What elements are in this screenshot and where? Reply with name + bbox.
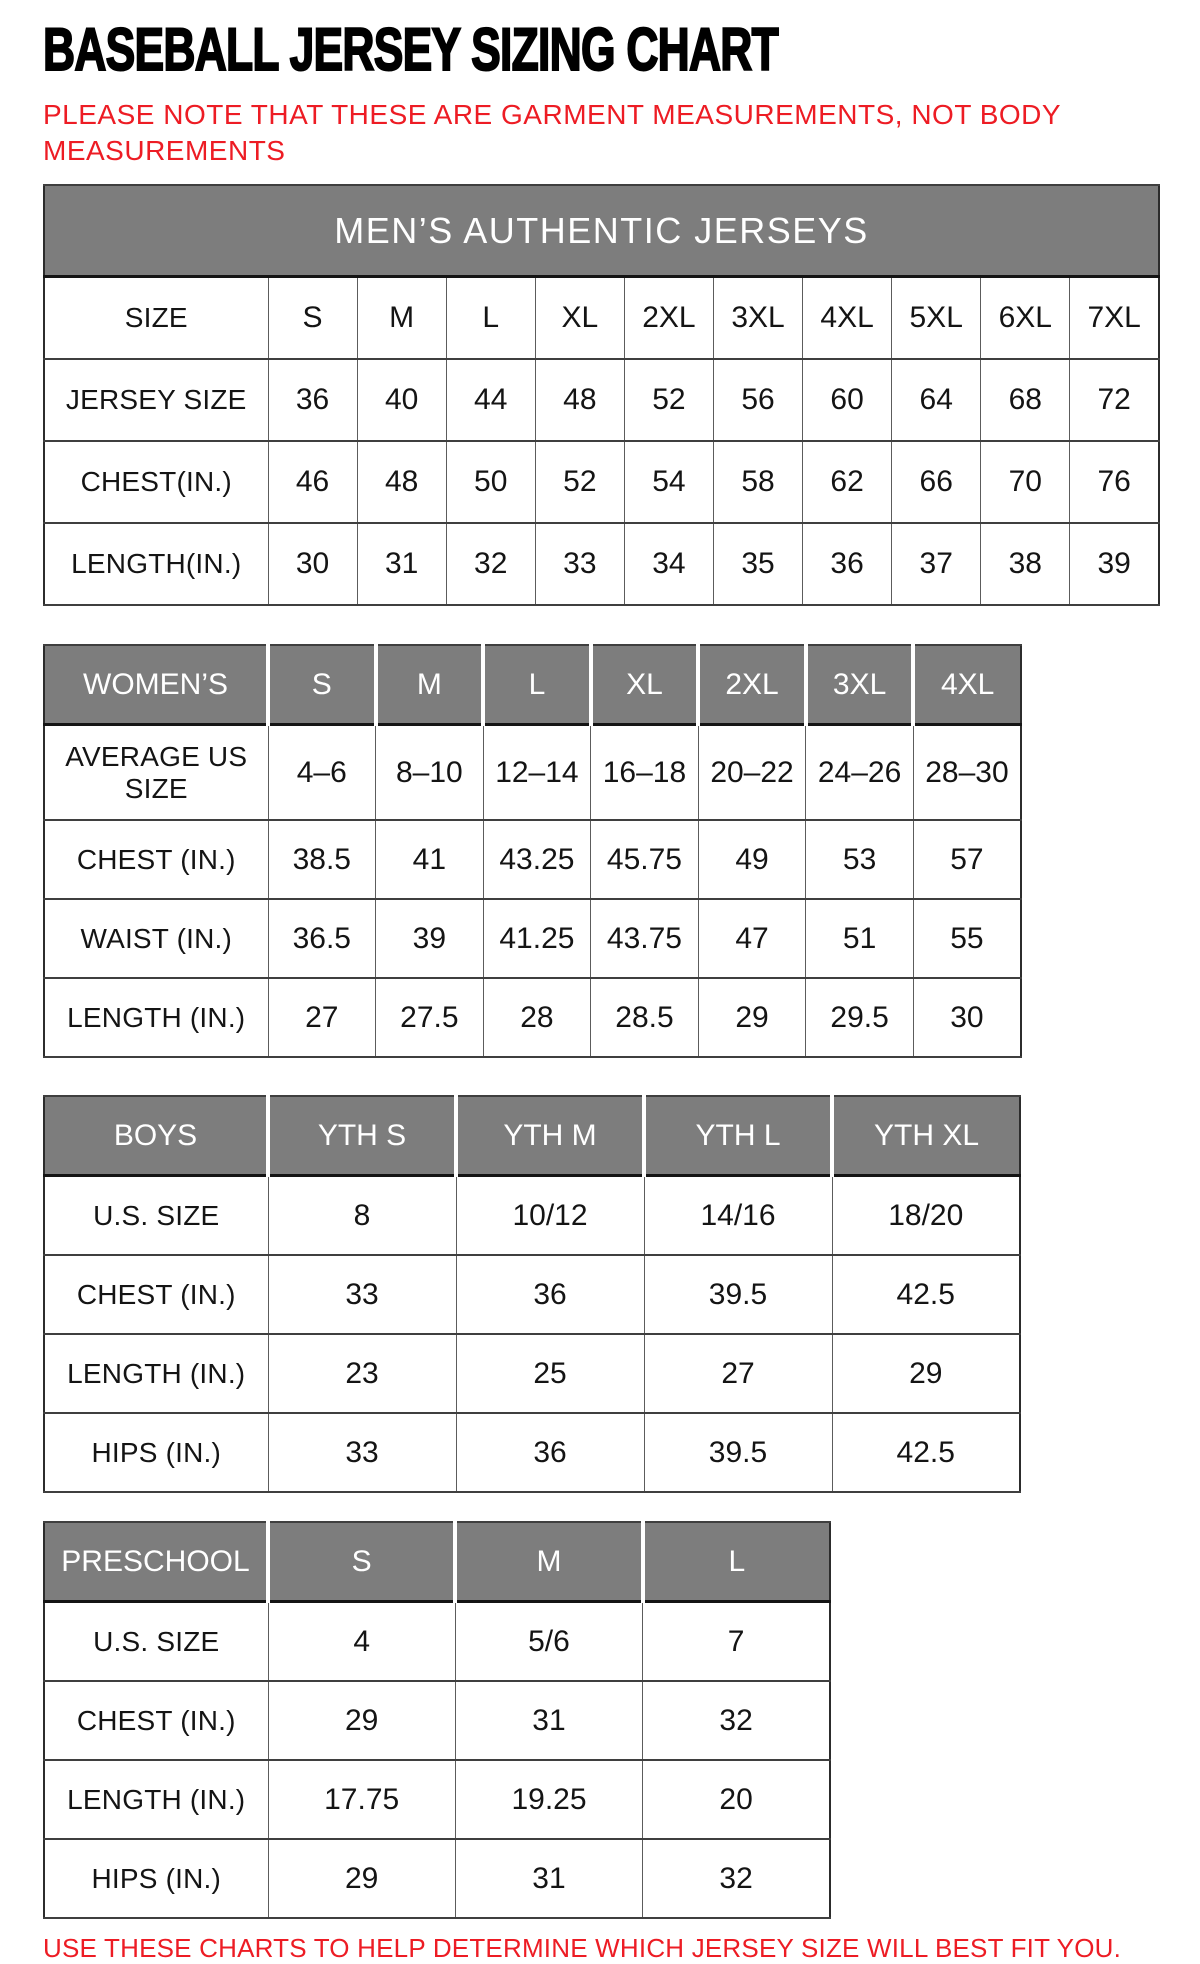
cell-value: 12–14 <box>483 725 591 821</box>
cell-value: 4XL <box>803 277 892 360</box>
preschool-header-row <box>44 1522 830 1602</box>
cell-value: 33 <box>268 1255 456 1334</box>
table-row <box>44 1413 1020 1492</box>
cell-value: 24–26 <box>806 725 914 821</box>
mens-header-title: MEN’S AUTHENTIC JERSEYS <box>44 185 1159 277</box>
table-row <box>44 820 1021 899</box>
cell-value: 31 <box>455 1681 642 1760</box>
cell-value: 7 <box>643 1602 830 1682</box>
cell-value: 4 <box>268 1602 455 1682</box>
page-title: BASEBALL JERSEY SIZING CHART <box>43 16 779 83</box>
row-label: LENGTH (IN.) <box>44 978 268 1057</box>
row-label: HIPS (IN.) <box>44 1839 268 1918</box>
preschool-header-label: PRESCHOOL <box>44 1522 268 1602</box>
table-row <box>44 523 1159 605</box>
row-label: LENGTH (IN.) <box>44 1334 268 1413</box>
table-row <box>44 441 1159 523</box>
cell-value: 48 <box>535 359 624 441</box>
cell-value: 29 <box>268 1839 455 1918</box>
tables-area <box>43 184 1200 1919</box>
cell-value: 68 <box>981 359 1070 441</box>
cell-value: 54 <box>624 441 713 523</box>
cell-value: 36.5 <box>268 899 376 978</box>
cell-value: 44 <box>446 359 535 441</box>
cell-value: 38 <box>981 523 1070 605</box>
cell-value: 39.5 <box>644 1255 832 1334</box>
cell-value: 29 <box>698 978 806 1057</box>
cell-value: 62 <box>803 441 892 523</box>
cell-value: 47 <box>698 899 806 978</box>
cell-value: 16–18 <box>591 725 699 821</box>
row-label: HIPS (IN.) <box>44 1413 268 1492</box>
cell-value: 28.5 <box>591 978 699 1057</box>
cell-value: 20–22 <box>698 725 806 821</box>
cell-value: 32 <box>643 1839 830 1918</box>
cell-value: 46 <box>268 441 357 523</box>
preschool-header-col: S <box>268 1522 455 1602</box>
table-row <box>44 725 1021 821</box>
cell-value: 5/6 <box>455 1602 642 1682</box>
cell-value: 66 <box>892 441 981 523</box>
row-label: CHEST(IN.) <box>44 441 268 523</box>
cell-value: 40 <box>357 359 446 441</box>
cell-value: L <box>446 277 535 360</box>
cell-value: 3XL <box>713 277 802 360</box>
cell-value: 29 <box>268 1681 455 1760</box>
cell-value: 51 <box>806 899 914 978</box>
row-label: U.S. SIZE <box>44 1176 268 1256</box>
boys-header-col: YTH L <box>644 1096 832 1176</box>
preschool-header-col: L <box>643 1522 830 1602</box>
cell-value: 7XL <box>1070 277 1159 360</box>
table-row <box>44 277 1159 360</box>
womens-header-col: 4XL <box>913 645 1021 725</box>
womens-header-col: L <box>483 645 591 725</box>
mens-header-row <box>44 185 1159 277</box>
cell-value: 33 <box>268 1413 456 1492</box>
cell-value: 39 <box>1070 523 1159 605</box>
mens-table <box>43 184 1160 606</box>
womens-header-col: XL <box>591 645 699 725</box>
cell-value: 58 <box>713 441 802 523</box>
table-row <box>44 899 1021 978</box>
womens-header-label: WOMEN’S <box>44 645 268 725</box>
womens-table <box>43 644 1022 1058</box>
cell-value: 52 <box>624 359 713 441</box>
cell-value: 31 <box>455 1839 642 1918</box>
cell-value: M <box>357 277 446 360</box>
row-label: JERSEY SIZE <box>44 359 268 441</box>
cell-value: 27 <box>268 978 376 1057</box>
table-row <box>44 359 1159 441</box>
cell-value: 36 <box>803 523 892 605</box>
womens-header-col: 2XL <box>698 645 806 725</box>
womens-header-col: M <box>376 645 484 725</box>
table-row <box>44 1681 830 1760</box>
cell-value: 43.75 <box>591 899 699 978</box>
cell-value: 19.25 <box>455 1760 642 1839</box>
row-label: AVERAGE US SIZE <box>44 725 268 821</box>
cell-value: 41 <box>376 820 484 899</box>
cell-value: 8 <box>268 1176 456 1256</box>
cell-value: 50 <box>446 441 535 523</box>
womens-header-row <box>44 645 1021 725</box>
cell-value: 36 <box>456 1413 644 1492</box>
boys-header-row <box>44 1096 1020 1176</box>
row-label: CHEST (IN.) <box>44 1681 268 1760</box>
cell-value: 30 <box>268 523 357 605</box>
cell-value: 42.5 <box>832 1413 1020 1492</box>
table-row <box>44 1760 830 1839</box>
footer-note: USE THESE CHARTS TO HELP DETERMINE WHICH JERSEY SIZE WILL BEST FIT YOU. <box>43 1933 1122 1964</box>
cell-value: 53 <box>806 820 914 899</box>
row-label: LENGTH(IN.) <box>44 523 268 605</box>
row-label: LENGTH (IN.) <box>44 1760 268 1839</box>
womens-header-col: S <box>268 645 376 725</box>
boys-header-label: BOYS <box>44 1096 268 1176</box>
cell-value: 25 <box>456 1334 644 1413</box>
cell-value: 2XL <box>624 277 713 360</box>
row-label: CHEST (IN.) <box>44 1255 268 1334</box>
row-label: U.S. SIZE <box>44 1602 268 1682</box>
table-row <box>44 1839 830 1918</box>
garment-measurements-note: PLEASE NOTE THAT THESE ARE GARMENT MEASUREMENTS, NOT BODY MEASUREMENTS <box>43 98 1061 166</box>
cell-value: 8–10 <box>376 725 484 821</box>
preschool-header-col: M <box>455 1522 642 1602</box>
row-label: CHEST (IN.) <box>44 820 268 899</box>
cell-value: 14/16 <box>644 1176 832 1256</box>
boys-header-col: YTH S <box>268 1096 456 1176</box>
cell-value: 49 <box>698 820 806 899</box>
cell-value: 5XL <box>892 277 981 360</box>
cell-value: 27.5 <box>376 978 484 1057</box>
row-label: WAIST (IN.) <box>44 899 268 978</box>
cell-value: 43.25 <box>483 820 591 899</box>
cell-value: 6XL <box>981 277 1070 360</box>
preschool-table <box>43 1521 831 1919</box>
cell-value: 32 <box>446 523 535 605</box>
cell-value: 36 <box>456 1255 644 1334</box>
cell-value: 55 <box>913 899 1021 978</box>
cell-value: 56 <box>713 359 802 441</box>
cell-value: 76 <box>1070 441 1159 523</box>
cell-value: 60 <box>803 359 892 441</box>
cell-value: 42.5 <box>832 1255 1020 1334</box>
cell-value: 57 <box>913 820 1021 899</box>
cell-value: 38.5 <box>268 820 376 899</box>
cell-value: 28 <box>483 978 591 1057</box>
cell-value: 45.75 <box>591 820 699 899</box>
table-row <box>44 1255 1020 1334</box>
cell-value: 29 <box>832 1334 1020 1413</box>
cell-value: 39.5 <box>644 1413 832 1492</box>
table-row <box>44 1602 830 1682</box>
cell-value: 37 <box>892 523 981 605</box>
cell-value: 4–6 <box>268 725 376 821</box>
cell-value: 30 <box>913 978 1021 1057</box>
boys-header-col: YTH M <box>456 1096 644 1176</box>
cell-value: 32 <box>643 1681 830 1760</box>
cell-value: 23 <box>268 1334 456 1413</box>
cell-value: 48 <box>357 441 446 523</box>
cell-value: 39 <box>376 899 484 978</box>
cell-value: 36 <box>268 359 357 441</box>
cell-value: XL <box>535 277 624 360</box>
row-label: SIZE <box>44 277 268 360</box>
cell-value: 10/12 <box>456 1176 644 1256</box>
cell-value: 27 <box>644 1334 832 1413</box>
cell-value: 52 <box>535 441 624 523</box>
boys-table <box>43 1095 1021 1493</box>
womens-header-col: 3XL <box>806 645 914 725</box>
table-row <box>44 978 1021 1057</box>
cell-value: 41.25 <box>483 899 591 978</box>
cell-value: 18/20 <box>832 1176 1020 1256</box>
cell-value: 29.5 <box>806 978 914 1057</box>
table-row <box>44 1176 1020 1256</box>
cell-value: 34 <box>624 523 713 605</box>
cell-value: 72 <box>1070 359 1159 441</box>
cell-value: 35 <box>713 523 802 605</box>
cell-value: S <box>268 277 357 360</box>
cell-value: 20 <box>643 1760 830 1839</box>
cell-value: 70 <box>981 441 1070 523</box>
cell-value: 28–30 <box>913 725 1021 821</box>
cell-value: 31 <box>357 523 446 605</box>
cell-value: 33 <box>535 523 624 605</box>
cell-value: 64 <box>892 359 981 441</box>
boys-header-col: YTH XL <box>832 1096 1020 1176</box>
cell-value: 17.75 <box>268 1760 455 1839</box>
table-row <box>44 1334 1020 1413</box>
